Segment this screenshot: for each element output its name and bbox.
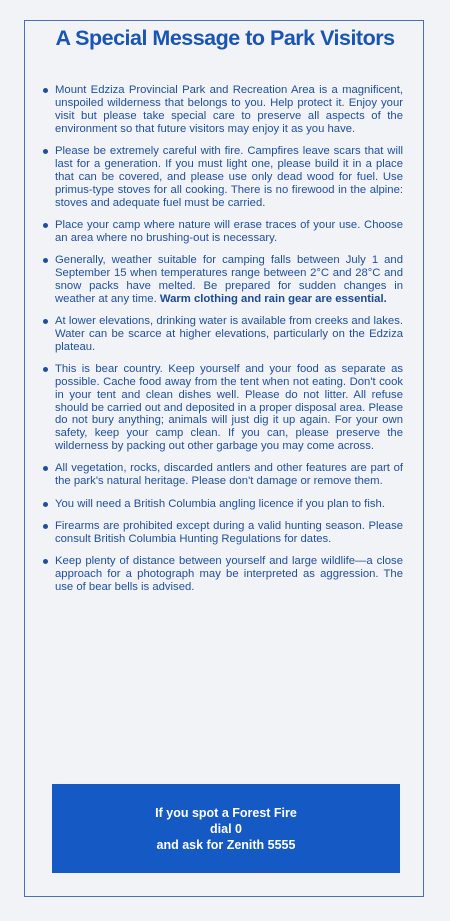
list-item [55, 498, 403, 511]
item-text: Mount Edziza Provincial Park and Recreation Area is a magnificent, unspoiled wilderness that belongs to you. Help protect it. Enjoy your visit but please take special care to preserve all aspects of the environment so that future visitors may enjoy it as you have. [55, 84, 403, 135]
list-item [55, 462, 403, 488]
page-title: A Special Message to Park Visitors [55, 26, 395, 50]
item-text: You will need a British Columbia angling licence if you plan to fish. [55, 497, 385, 510]
list-item [55, 363, 403, 453]
list-item [55, 145, 403, 210]
forest-fire-notice [52, 784, 400, 873]
item-text: Keep plenty of distance between yourself and large wildlife—a close approach for a photograph may be interpreted as aggression. The use of bear bells is advised. [55, 554, 403, 593]
item-text: Firearms are prohibited except during a valid hunting season. Please consult British Columbia Hunting Regulations for dates. [55, 519, 403, 545]
item-text: This is bear country. Keep yourself and your food as separate as possible. Cache food away from the tent when not eating. Don't cook in your tent and clean dishes well. Please do not litter. All refuse should be carried out and deposited in a proper disposal area. Please do not bury anything; animals will just dig it up again. For your own safety, keep your camp clean. If you can, please preserve the wilderness by packing out other garbage you may come across. [55, 362, 403, 453]
list-item [55, 520, 403, 546]
list-item [55, 254, 403, 306]
list-item [55, 555, 403, 594]
item-text: Please be extremely careful with fire. Campfires leave scars that will last for a generation. If you must light one, please build it in a place that can be covered, and please use only dead wood for fuel. Use primus-type stoves for all cooking. There is no firewood in the alpine: stoves and adequate fuel must be carried. [55, 144, 403, 209]
list-item [55, 84, 403, 136]
list-item [55, 315, 403, 354]
fire-notice-line-2: dial 0 [210, 821, 242, 836]
message-list [55, 84, 403, 603]
item-emphasis: Warm clothing and rain gear are essential. [159, 292, 387, 305]
list-item [55, 219, 403, 245]
item-text: All vegetation, rocks, discarded antlers and other features are part of the park's natural heritage. Please don't damage or remove them. [55, 462, 403, 488]
item-text: At lower elevations, drinking water is available from creeks and lakes. Water can be scarce at higher elevations, particularly on the Edziza plateau. [55, 314, 403, 353]
fire-notice-line-3: and ask for Zenith 5555 [156, 837, 296, 852]
item-text: Place your camp where nature will erase traces of your use. Choose an area where no brushing-out is necessary. [55, 218, 403, 244]
item-text: Generally, weather suitable for camping falls between July 1 and September 15 when temperatures range between 2°C and 28°C and snow packs have melted. Be prepared for sudden changes in weather at any time. [55, 253, 403, 305]
fire-notice-line-1: If you spot a Forest Fire [155, 805, 297, 820]
